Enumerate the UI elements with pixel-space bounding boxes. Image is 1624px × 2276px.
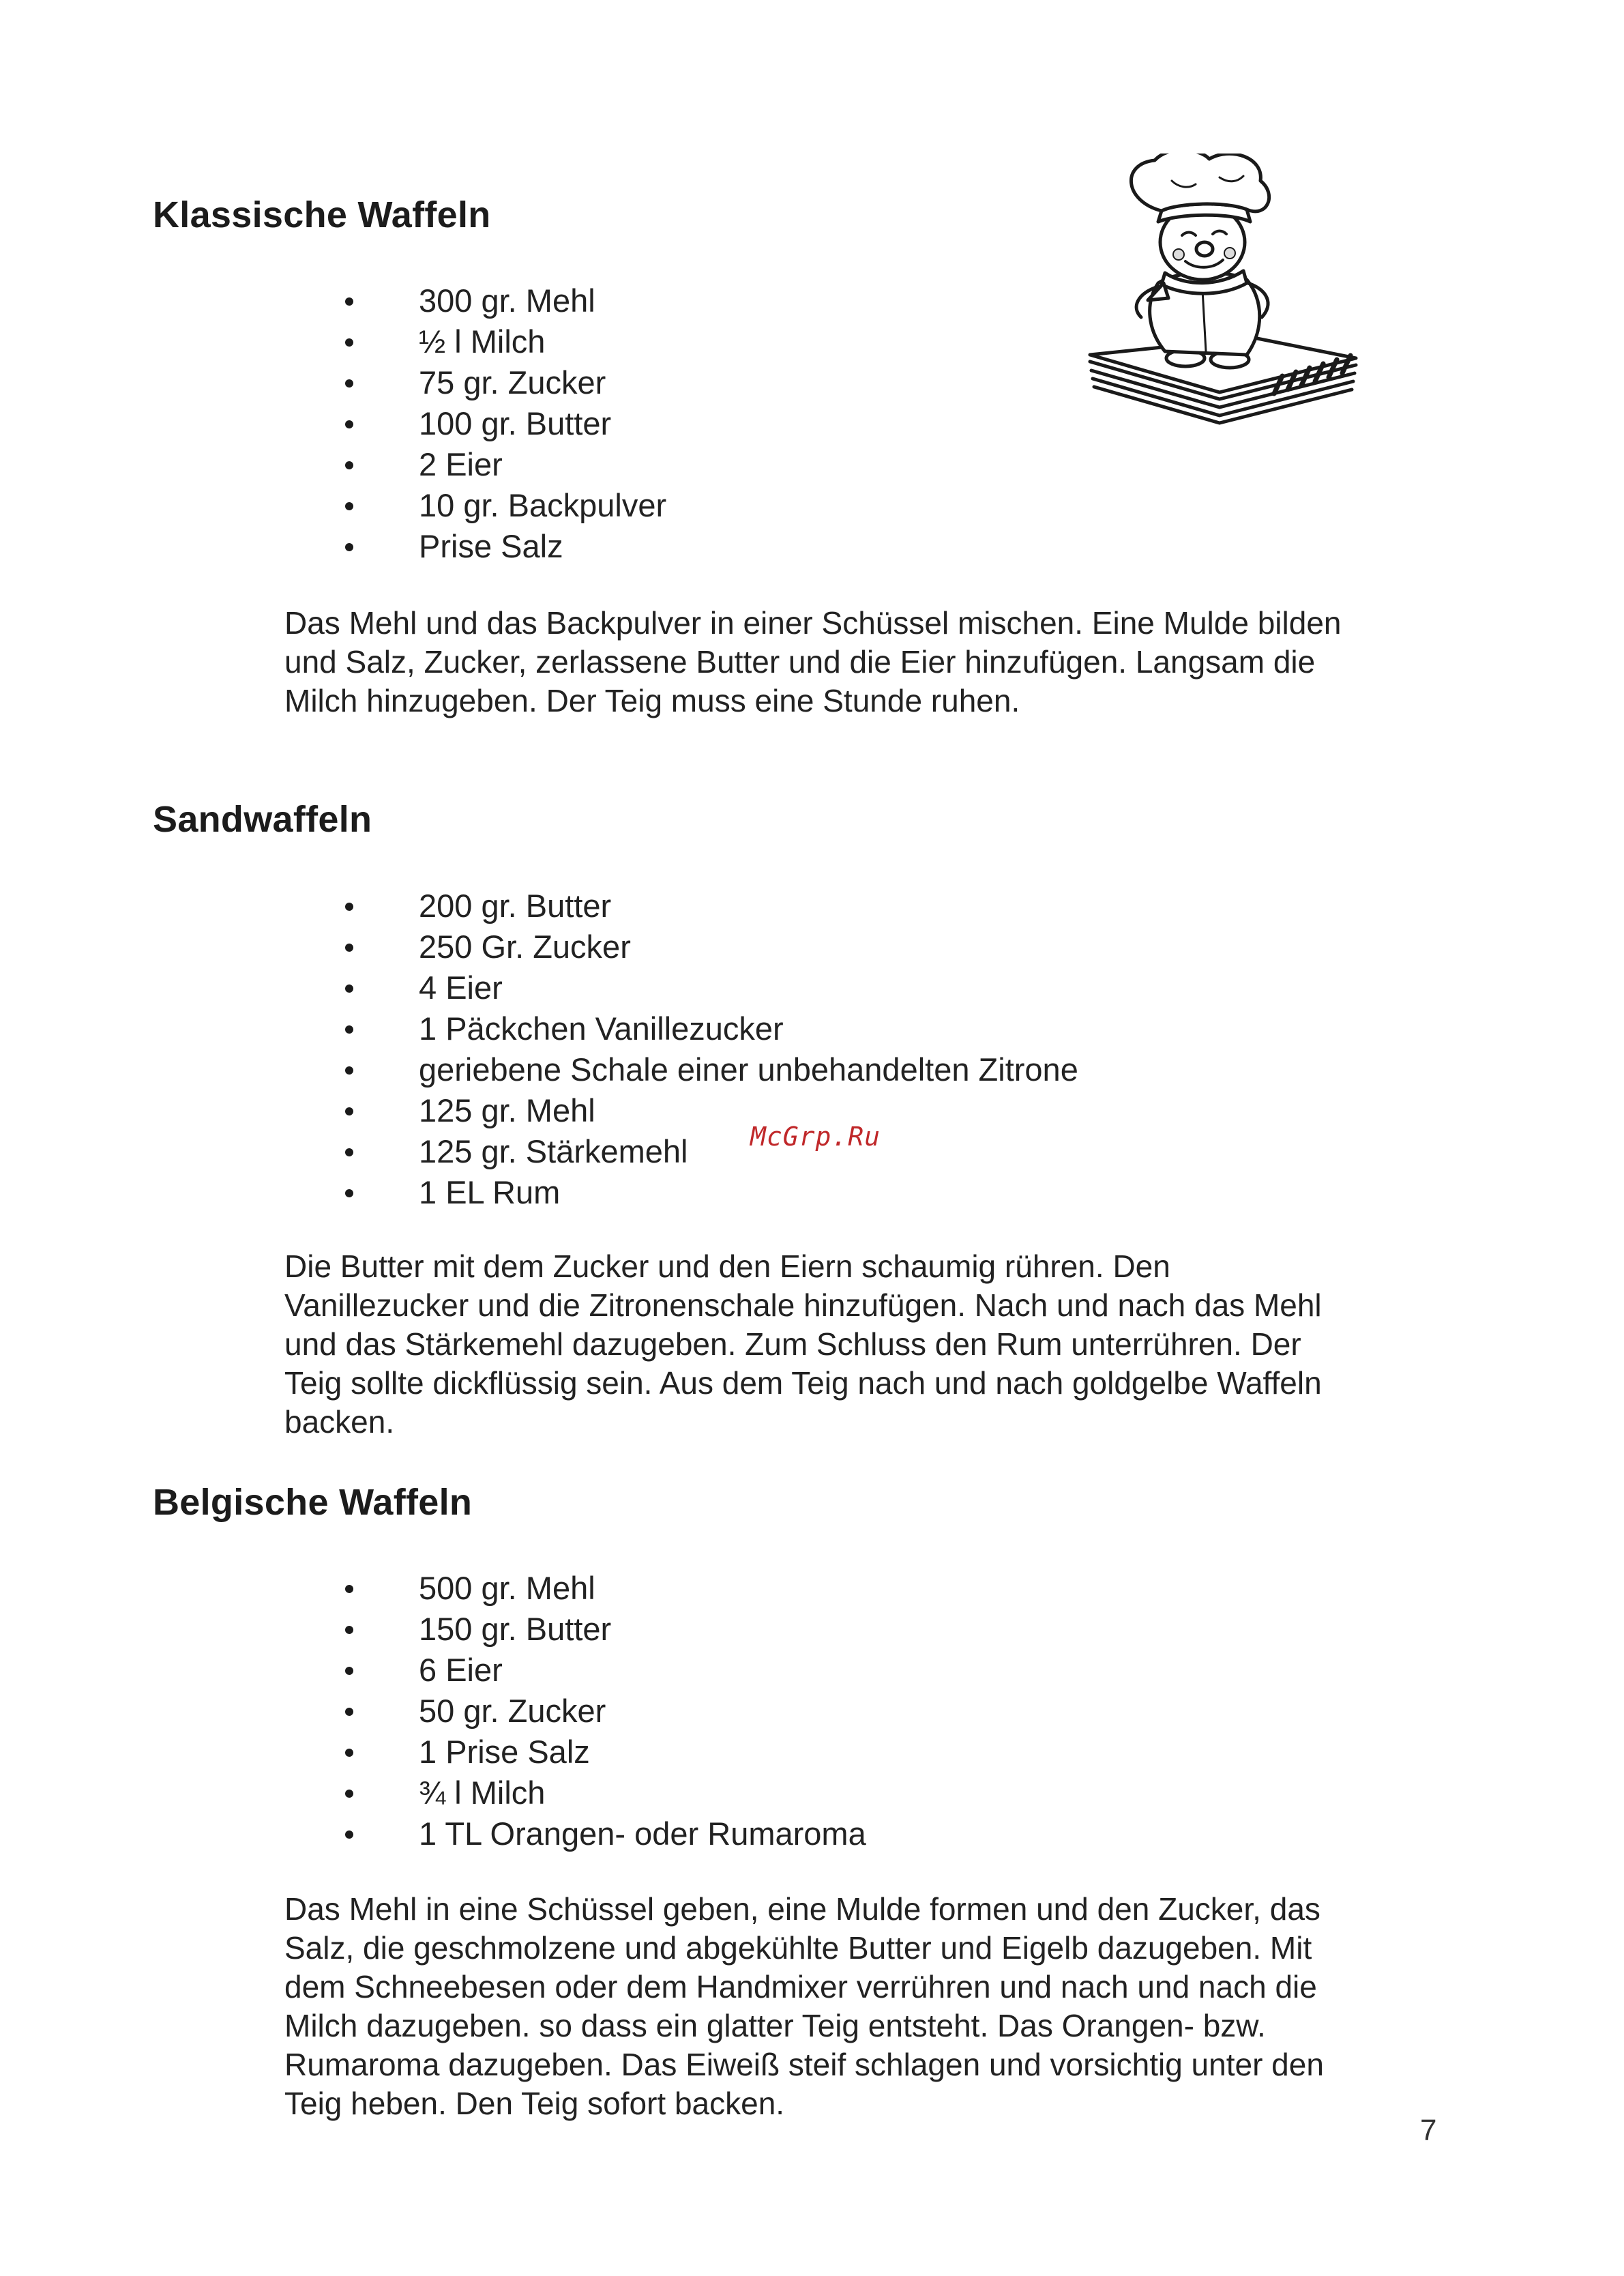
chef-on-waffle-stack-icon	[1083, 154, 1370, 433]
bullet-icon	[345, 984, 353, 993]
bullet-icon	[345, 1749, 353, 1757]
recipe-instructions: Die Butter mit dem Zucker und den Eiern schaumig rühren. Den Vanillezucker und die Zitronenschale hinzufügen. Nach und nach das Mehl und das Stärkemehl dazugeben. Zum Schluss den Rum unterrühren. Der Teig sollte dickflüssig sein. Aus dem Teig nach und nach goldgelbe Waffeln backen.	[284, 1249, 1322, 1440]
recipe-title: Klassische Waffeln	[153, 194, 491, 235]
bullet-icon	[345, 944, 353, 952]
document-page: Klassische Waffeln 300 gr. Mehl ½ l Milch 75 gr. Zucker 100 gr. Butter 2 Eier 10 gr. Backpulver Prise Salz Das Mehl und das Backpulver in einer Schüssel mischen. Eine Mulde bilden und Salz, Zucker, zerlassene Butter und die Eier hinzufügen. Langsam die Milch hinzugeben. Der Teig muss eine Stunde ruhen. Sandwaffeln 200 gr. Butter 250 Gr. Zucker 4 Eier 1 Päckchen Vanillezucker geriebene Schale einer unbehandelten Zitrone 125 gr. Mehl 125 gr. Stärkemehl 1 EL Rum Die Butter mit dem Zucker und den Eiern schaumig rühren. Den Vanillezucker und die Zitronenschale hinzufügen. Nach und nach das Mehl und das Stärkemehl dazugeben. Zum Schluss den Rum unterrühren. Der Teig sollte dickflüssig sein. Aus dem Teig nach und nach goldgelbe Waffeln backen. Belgische Waffeln 500 gr. Mehl 150 gr. Butter 6 Eier 50 gr. Zucker 1 Prise Salz ¾ l Milch 1 TL Orangen- oder Rumaroma Das Mehl in eine Schüssel geben, eine Mulde formen und den Zucker, das Salz, die geschmolzene und abgekühlte Butter und Eigelb dazugeben. Mit dem Schneebesen oder dem Handmixer verrühren und nach und nach die Milch dazugeben. so dass ein glatter Teig entsteht. Das Orangen- bzw. Rumaroma dazugeben. Das Eiweiß steif schlagen und vorsichtig unter den Teig heben. Den Teig sofort backen. McGrp.Ru 7	[0, 0, 1624, 2276]
bullet-icon	[345, 461, 353, 469]
bullet-icon	[345, 1107, 353, 1115]
bullet-icon	[345, 903, 353, 911]
bullet-icon	[345, 1708, 353, 1716]
page-number: 7	[1420, 2114, 1437, 2147]
bullet-icon	[345, 1189, 353, 1197]
bullet-icon	[345, 1667, 353, 1675]
recipe-instructions: Das Mehl und das Backpulver in einer Schüssel mischen. Eine Mulde bilden und Salz, Zucker, zerlassene Butter und die Eier hinzufügen. Langsam die Milch hinzugeben. Der Teig muss eine Stunde ruhen.	[284, 605, 1342, 718]
bullet-icon	[345, 1066, 353, 1075]
bullet-icon	[345, 1148, 353, 1156]
bullet-icon	[345, 1025, 353, 1034]
bullet-icon	[345, 297, 353, 306]
bullet-icon	[345, 379, 353, 388]
bullet-icon	[345, 543, 353, 551]
bullet-icon	[345, 420, 353, 428]
bullet-icon	[345, 1790, 353, 1798]
bullet-icon	[345, 502, 353, 510]
bullet-icon	[345, 1830, 353, 1839]
bullet-icon	[345, 1626, 353, 1634]
watermark: McGrp.Ru	[750, 1122, 881, 1152]
recipe-instructions: Das Mehl in eine Schüssel geben, eine Mulde formen und den Zucker, das Salz, die geschmolzene und abgekühlte Butter und Eigelb dazugeben. Mit dem Schneebesen oder dem Handmixer verrühren und nach und nach die Milch dazugeben. so dass ein glatter Teig entsteht. Das Orangen- bzw. Rumaroma dazugeben. Das Eiweiß steif schlagen und vorsichtig unter den Teig heben. Den Teig sofort backen.	[284, 1891, 1324, 2121]
bullet-icon	[345, 338, 353, 347]
recipe-title: Belgische Waffeln	[153, 1482, 473, 1523]
recipe-title: Sandwaffeln	[153, 799, 372, 840]
bullet-icon	[345, 1585, 353, 1593]
